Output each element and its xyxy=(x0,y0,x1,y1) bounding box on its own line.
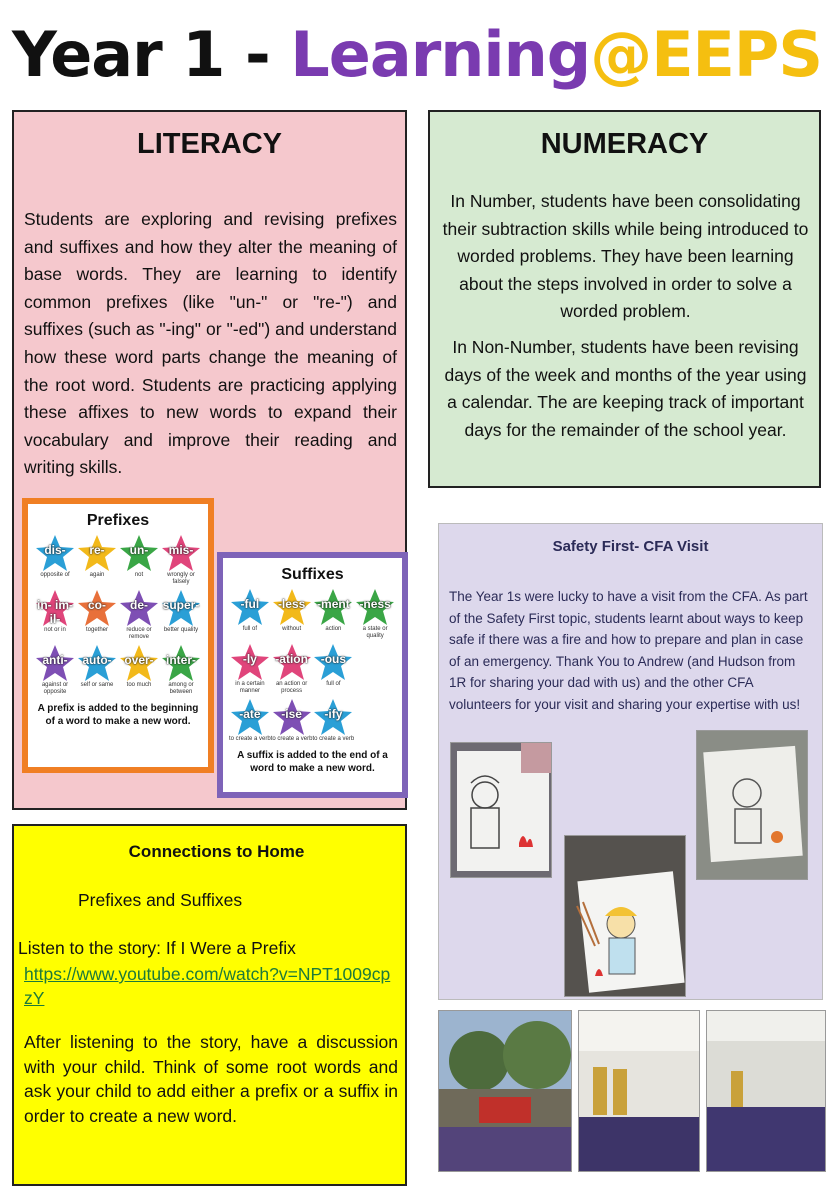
suffix-label: -ous xyxy=(320,652,347,666)
suffix-caption: an action or process xyxy=(275,681,308,694)
prefix-label: co- xyxy=(88,598,106,612)
suffix-label: -ment xyxy=(317,597,350,611)
classroom-photo-1 xyxy=(578,1010,700,1172)
star-icon xyxy=(230,698,270,736)
prefix-label: re- xyxy=(89,543,105,557)
classroom-photo-2 xyxy=(706,1010,826,1172)
star-icon xyxy=(355,588,395,626)
prefix-caption: too much xyxy=(126,682,152,688)
suffix-item xyxy=(354,588,396,640)
suffix-item xyxy=(313,588,355,640)
prefix-label: dis- xyxy=(44,543,66,557)
star-icon xyxy=(313,698,353,736)
prefix-item xyxy=(76,644,118,696)
numeracy-text xyxy=(438,188,813,452)
prefix-item xyxy=(34,644,76,696)
prefix-label: auto- xyxy=(82,653,112,667)
home-activity-text: After listening to the story, have a discussion with your child. Think of some root words and ask your child to add either a prefix or a suffix in order to create a new word. xyxy=(24,1032,398,1126)
suffix-item xyxy=(271,643,313,695)
suffix-item xyxy=(313,698,355,743)
prefix-item xyxy=(160,644,202,696)
prefix-item xyxy=(160,534,202,586)
suffix-caption: to create a verb xyxy=(312,736,355,742)
star-icon xyxy=(272,698,312,736)
prefix-caption: not or in xyxy=(44,627,66,633)
suffix-item xyxy=(313,643,355,695)
prefix-item xyxy=(118,644,160,696)
star-icon xyxy=(77,644,117,682)
cfa-heading: Safety First- CFA Visit xyxy=(552,538,709,555)
prefix-label: mis- xyxy=(168,543,194,557)
star-icon xyxy=(77,589,117,627)
drawing-photo-2 xyxy=(696,730,808,880)
numeracy-number-paragraph: In Number, students have been consolidating their subtraction skills while being introduced to worded problems. They have been learning about the steps involved in order to solve a worded problem. xyxy=(442,191,809,322)
suffix-item xyxy=(271,588,313,640)
drawing-photo-3 xyxy=(564,835,686,997)
suffix-poster-title: Suffixes xyxy=(281,566,344,583)
prefix-label: anti- xyxy=(42,653,68,667)
suffix-label: -ate xyxy=(239,707,261,721)
star-icon xyxy=(119,534,159,572)
suffix-label: -ise xyxy=(281,707,302,721)
suffix-caption: without xyxy=(282,626,302,632)
suffix-label: -ly xyxy=(242,652,257,666)
title-year: Year 1 - xyxy=(12,18,291,91)
prefix-caption: again xyxy=(89,572,105,578)
prefix-item xyxy=(118,589,160,641)
prefix-label: de- xyxy=(130,598,148,612)
star-icon xyxy=(77,534,117,572)
prefix-caption: better quality xyxy=(163,627,199,633)
star-icon xyxy=(272,643,312,681)
suffix-caption: to create a verb xyxy=(229,736,271,742)
prefix-caption: among or between xyxy=(168,682,194,695)
prefix-item xyxy=(76,589,118,641)
suffix-label: -ness xyxy=(359,597,391,611)
prefix-caption: together xyxy=(85,627,109,633)
prefix-caption: opposite of xyxy=(40,572,70,578)
drawing-photo-1 xyxy=(450,742,552,878)
numeracy-heading: NUMERACY xyxy=(540,128,709,160)
suffix-caption: in a certain manner xyxy=(235,681,265,694)
star-icon xyxy=(161,644,201,682)
prefix-caption: against or opposite xyxy=(41,682,69,695)
prefix-star-grid xyxy=(34,534,202,696)
suffix-poster-footer: A suffix is added to the end of a word to make a new word. xyxy=(237,750,388,774)
star-icon xyxy=(161,534,201,572)
star-icon xyxy=(119,589,159,627)
suffix-caption: to create a verb xyxy=(270,736,313,742)
suffix-item xyxy=(229,698,271,743)
prefix-label: in- im- il- xyxy=(37,598,73,626)
suffix-star-grid xyxy=(229,588,396,743)
prefix-caption: not xyxy=(134,572,144,578)
literacy-heading: LITERACY xyxy=(137,128,282,160)
prefix-label: inter- xyxy=(166,653,196,667)
prefix-poster xyxy=(22,498,214,773)
star-icon xyxy=(119,644,159,682)
suffix-caption: full of xyxy=(242,626,258,632)
star-icon xyxy=(272,588,312,626)
prefix-caption: reduce or remove xyxy=(126,627,152,640)
suffix-item xyxy=(271,698,313,743)
suffix-caption: full of xyxy=(326,681,341,687)
prefix-caption: wrongly or falsely xyxy=(167,572,195,585)
home-heading: Connections to Home xyxy=(128,842,305,861)
prefix-item xyxy=(34,589,76,641)
prefix-item xyxy=(76,534,118,586)
star-icon xyxy=(313,588,353,626)
star-icon xyxy=(313,643,353,681)
home-subheading: Prefixes and Suffixes xyxy=(78,890,243,910)
suffix-poster xyxy=(217,552,408,798)
suffix-label: -ful xyxy=(240,597,260,611)
star-icon xyxy=(161,589,201,627)
prefix-poster-title: Prefixes xyxy=(86,512,150,529)
suffix-item xyxy=(229,643,271,695)
connections-home-panel xyxy=(12,824,407,1186)
suffix-caption: a state or quality xyxy=(362,626,388,639)
suffix-label: -ify xyxy=(324,707,343,721)
suffix-label: -ation xyxy=(275,652,308,666)
star-icon xyxy=(35,589,75,627)
cfa-text: The Year 1s were lucky to have a visit from the CFA. As part of the Safety First topic, students learnt about ways to keep safe if there was a fire and how to prepare and plan in case of an emergency. Thank You to Andrew (and Hudson from 1R for sharing your dad with us) and the other CFA volunteers for your visit and sharing your expertise with us! xyxy=(449,589,808,712)
outdoor-fire-truck-photo xyxy=(438,1010,572,1172)
prefix-caption: self or same xyxy=(80,682,114,688)
prefix-item xyxy=(118,534,160,586)
literacy-text: Students are exploring and revising prefixes and suffixes and how they alter the meaning of base words. They are learning to identify common prefixes (like "un-" or "re-") and suffixes (such as "-ing" or "-ed") and understand how these word parts change the meaning of the root word. Students are practicing applying these affixes to new words to expand their vocabulary and improve their reading and writing skills. xyxy=(24,209,397,478)
home-listen-text: Listen to the story: If I Were a Prefix xyxy=(18,938,296,958)
prefix-label: un- xyxy=(129,543,149,557)
page-title xyxy=(0,18,834,91)
star-icon xyxy=(230,588,270,626)
prefix-label: over- xyxy=(124,653,154,667)
suffix-label: -less xyxy=(277,597,306,611)
title-learning: Learning xyxy=(290,18,591,91)
suffix-caption: action xyxy=(325,626,342,632)
suffix-item xyxy=(229,588,271,640)
star-icon xyxy=(230,643,270,681)
prefix-label: super- xyxy=(162,598,200,612)
numeracy-non-number-paragraph: In Non-Number, students have been revising days of the week and months of the year using a calendar. The are keeping track of important days for the remainder of the school year. xyxy=(444,336,807,440)
numeracy-panel xyxy=(428,110,821,488)
youtube-link[interactable]: https://www.youtube.com/watch?v=NPT1009cpzY xyxy=(24,964,391,1008)
star-icon xyxy=(35,534,75,572)
prefix-item xyxy=(34,534,76,586)
star-icon xyxy=(35,644,75,682)
title-school: @EEPS xyxy=(590,18,822,91)
prefix-poster-footer: A prefix is added to the beginning of a word to make a new word. xyxy=(37,703,199,727)
prefix-item xyxy=(160,589,202,641)
